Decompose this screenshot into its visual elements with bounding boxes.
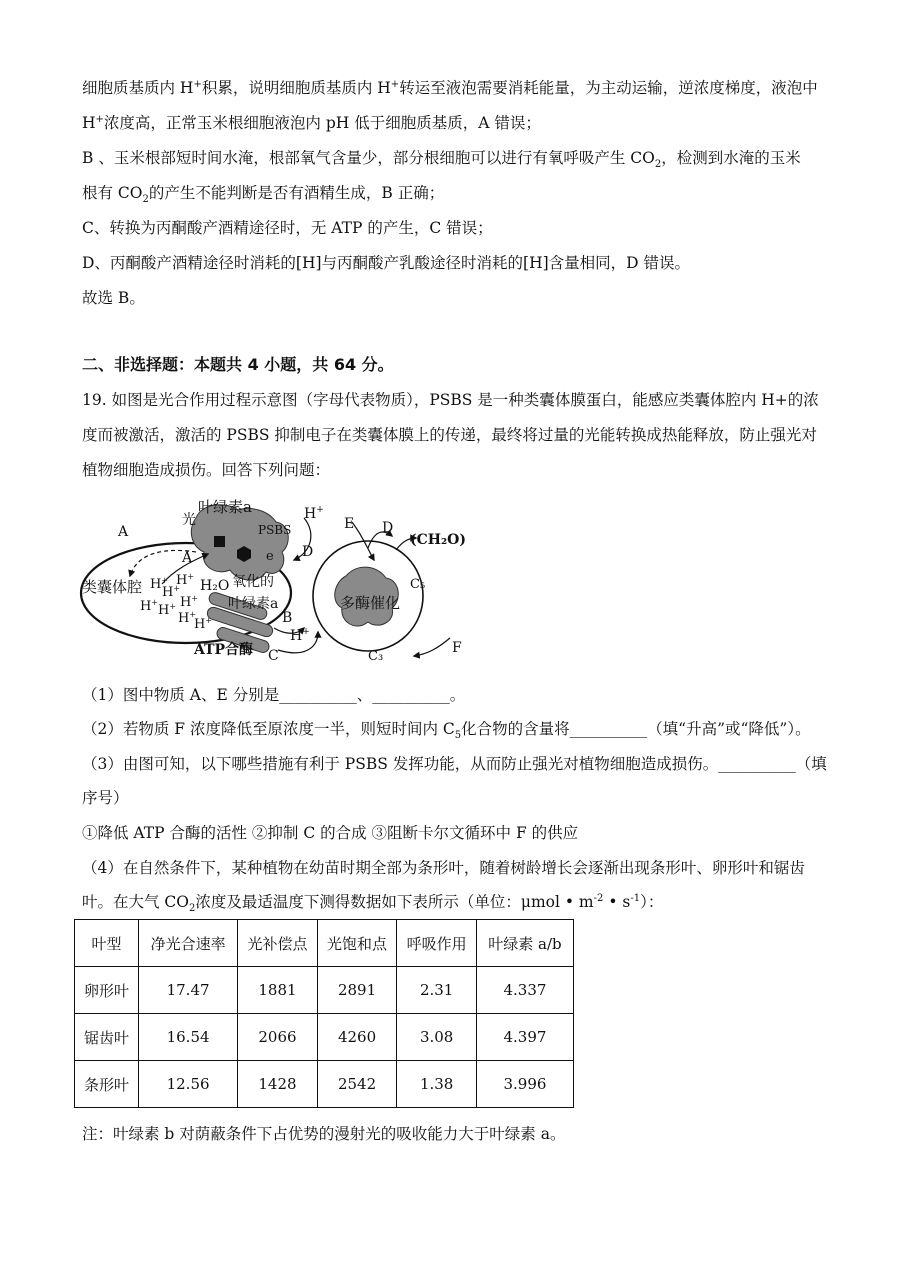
table-cell: 2066: [238, 1014, 318, 1061]
table-note: 注：叶绿素 b 对荫蔽条件下占优势的漫射光的吸收能力大于叶绿素 a。: [82, 1125, 566, 1143]
svg-text:H+: H+: [176, 572, 195, 588]
reaction-center-square: [214, 536, 225, 547]
q19-part-1: （1）图中物质 A、E 分别是__________、__________。: [82, 686, 466, 704]
analysis-line-b2: 根有 $CO_2$的产生不能判断是否有酒精生成，B 正确；: [82, 184, 445, 206]
table-cell: 2542: [317, 1061, 397, 1108]
section-heading: 二、非选择题：本题共 4 小题，共 64 分。: [82, 355, 394, 374]
table-cell: 12.56: [139, 1061, 238, 1108]
q19-part-3-line-1: （3）由图可知，以下哪些措施有利于 PSBS 发挥功能，从而防止强光对植物细胞造成损伤。__________（填: [82, 755, 827, 773]
table-header-cell: 光饱和点: [317, 920, 397, 967]
analysis-line-a2: H+浓度高，正常玉米根细胞液泡内 pH 低于细胞质基质，A 错误；: [82, 113, 541, 132]
label-a-outer: A: [118, 524, 129, 540]
table-cell: 锯齿叶: [75, 1014, 139, 1061]
q19-part-4-line-1: （4）在自然条件下，某种植物在幼苗时期全部为条形叶，随着树龄增长会逐渐出现条形叶、卵形叶和锯齿: [82, 859, 805, 877]
table-header-cell: 叶型: [75, 920, 139, 967]
table-header-cell: 呼吸作用: [397, 920, 477, 967]
photosystem-complex: [191, 505, 288, 580]
label-enzyme: 多酶催化: [340, 594, 401, 612]
table-header-row: [75, 920, 574, 967]
table-header-cell: 叶绿素 a/b: [476, 920, 573, 967]
q19-part-3-options: ①降低 ATP 合酶的活性 ②抑制 C 的合成 ③阻断卡尔文循环中 F 的供应: [82, 824, 579, 842]
analysis-line-d: D、丙酮酸产酒精途径时消耗的[H]与丙酮酸产乳酸途径时消耗的[H]含量相同，D 错误。: [82, 254, 691, 272]
svg-text:H+: H+: [162, 584, 181, 600]
label-h-plus-bottom: H+: [290, 627, 310, 644]
q19-part-3-line-2: 序号）: [82, 789, 129, 807]
table-row: [75, 967, 574, 1014]
label-f: F: [452, 640, 462, 656]
table-cell: 16.54: [139, 1014, 238, 1061]
label-electron: e: [266, 549, 274, 564]
svg-text:H+: H+: [158, 602, 177, 618]
svg-text:H+: H+: [180, 594, 199, 610]
label-e: E: [344, 516, 355, 532]
q19-part-2: （2）若物质 F 浓度降低至原浓度一半，则短时间内 $C_5$化合物的含量将__________（填“升高”或“降低”）。: [82, 720, 811, 742]
analysis-line-b1: B 、玉米根部短时间水淹，根部氧气含量少，部分根细胞可以进行有氧呼吸产生 $CO_2$，检测到水淹的玉米: [82, 149, 801, 171]
label-d-top: D: [382, 520, 394, 536]
label-oxidized: 氧化的: [232, 574, 274, 590]
arrow-f: [414, 638, 450, 656]
table-header-cell: 净光合速率: [139, 920, 238, 967]
q19-intro-line-3: 植物细胞造成损伤。回答下列问题：: [82, 461, 331, 479]
table-cell: 3.996: [476, 1061, 573, 1108]
svg-text:H+: H+: [150, 576, 169, 592]
analysis-conclusion: 故选 B。: [82, 289, 145, 307]
label-c: C: [268, 648, 279, 664]
label-ch2o: (CH₂O): [410, 532, 466, 548]
label-chlorophyll-a: 叶绿素a: [198, 498, 252, 516]
table-cell: 1881: [238, 967, 318, 1014]
table-cell: 3.08: [397, 1014, 477, 1061]
svg-text:H+: H+: [140, 598, 159, 614]
table-cell: 1.38: [397, 1061, 477, 1108]
table-cell: 4260: [317, 1014, 397, 1061]
label-light: 光: [182, 512, 196, 528]
table-cell: 卵形叶: [75, 967, 139, 1014]
table-cell: 2891: [317, 967, 397, 1014]
analysis-line-c: C、转换为丙酮酸产酒精途径时，无 ATP 的产生，C 错误；: [82, 219, 493, 237]
photosynthesis-diagram: [78, 488, 478, 673]
table-cell: 4.337: [476, 967, 573, 1014]
svg-text:H+: H+: [178, 610, 197, 626]
analysis-line-a1: 细胞质基质内 H+积累，说明细胞质基质内 H+转运至液泡需要消耗能量，为主动运输，逆浓度梯度，液泡中: [82, 78, 818, 97]
label-c5: C₅: [410, 577, 426, 592]
label-h2o: H₂O: [200, 578, 230, 594]
label-b: B: [282, 610, 293, 626]
table-cell: 4.397: [476, 1014, 573, 1061]
q19-intro-line-2: 度而被激活，激活的 PSBS 抑制电子在类囊体膜上的传递，最终将过量的光能转换成热能释放，防止强光对: [82, 426, 817, 444]
table-cell: 1428: [238, 1061, 318, 1108]
label-d-left: D: [302, 544, 314, 560]
table-row: [75, 1061, 574, 1108]
table-cell: 2.31: [397, 967, 477, 1014]
table-cell: 条形叶: [75, 1061, 139, 1108]
svg-text:H+: H+: [194, 616, 213, 632]
label-h-plus-top: H+: [304, 505, 324, 522]
table-row: [75, 1014, 574, 1061]
table-cell: 17.47: [139, 967, 238, 1014]
label-a-inner: A: [182, 550, 193, 566]
q19-part-4-line-2: 叶。在大气 $CO_2$浓度及最适温度下测得数据如下表所示（单位：μmol • $m^{-2}$ • $s^{-1}$）：: [82, 892, 664, 915]
label-oxidized-chlorophyll: 叶绿素a: [228, 596, 279, 612]
label-lumen: 类囊体腔: [82, 578, 143, 596]
leaf-data-table: [74, 919, 574, 1108]
label-psbs: PSBS: [258, 523, 292, 537]
label-atp-synthase: ATP合酶: [194, 642, 254, 658]
table-header-cell: 光补偿点: [238, 920, 318, 967]
q19-intro-line-1: 19. 如图是光合作用过程示意图（字母代表物质），PSBS 是一种类囊体膜蛋白，能感应类囊体腔内 H+的浓: [82, 391, 819, 409]
label-c3: C₃: [368, 649, 384, 664]
